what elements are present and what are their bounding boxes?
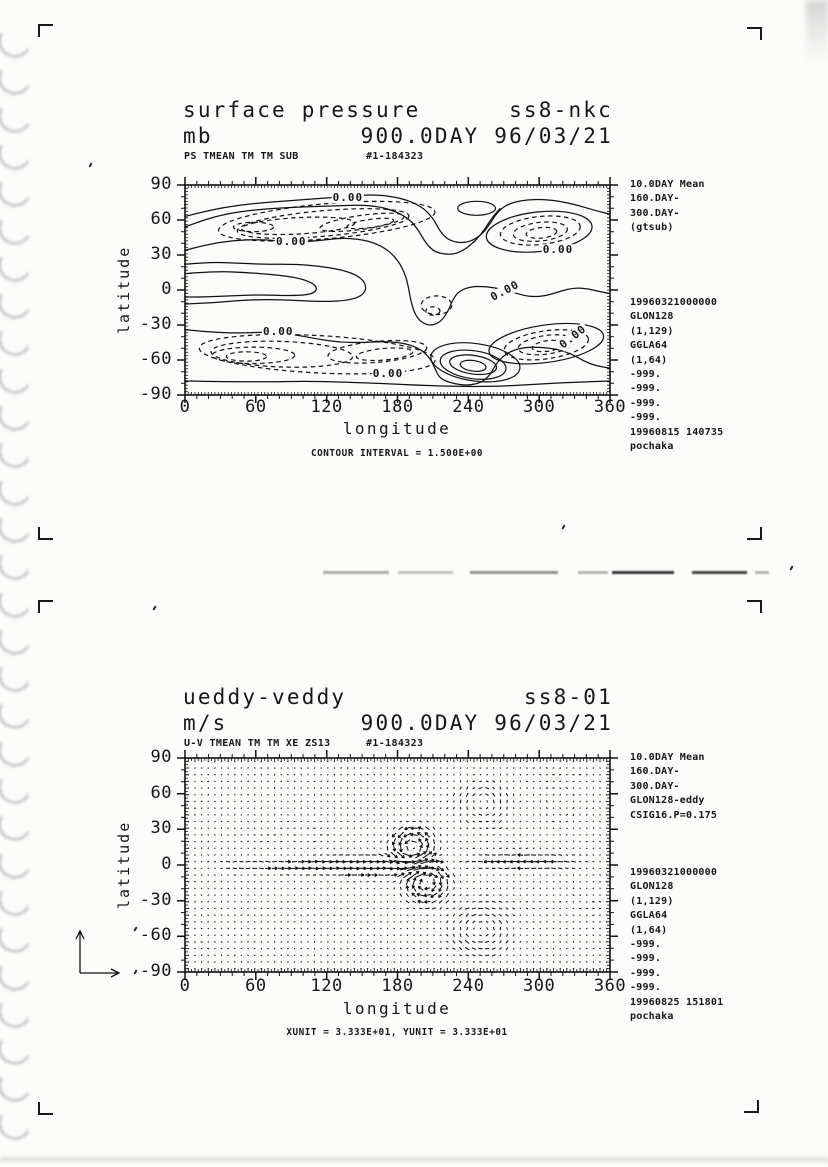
x-tick-label: 180 (381, 397, 414, 417)
annotation-line: 300.DAY- (630, 207, 680, 219)
annotation-line: -999. (630, 967, 662, 979)
solid-contour (458, 201, 496, 215)
y-tick-label: 60 (150, 209, 172, 229)
solid-contour (484, 206, 594, 256)
annotation-line: -999. (630, 369, 662, 381)
annotation-line: GLON128 (630, 881, 674, 893)
annotation-line: (1,129) (630, 325, 674, 337)
scan-bottom-shadow (0, 1157, 828, 1162)
solid-contour (185, 381, 610, 386)
dashed-contour (426, 307, 440, 315)
plot2-xaxis-label: longitude (342, 999, 452, 1018)
plot1-field-code: PS TMEAN TM TM SUB (184, 151, 299, 162)
annotation-line: GGLA64 (630, 340, 668, 352)
x-tick-label: 120 (310, 397, 343, 417)
annotation-line: -999. (630, 939, 662, 951)
unit-vector-legend-arrows (76, 931, 119, 977)
corner-crop-mark (747, 600, 762, 613)
contour-zero-label: 0.00 (276, 235, 307, 249)
plot2-frame (185, 758, 610, 972)
contour-zero-label: 0.00 (557, 321, 590, 351)
y-tick-label: 60 (150, 782, 172, 803)
plot1-yaxis-label: latitude (115, 245, 134, 334)
y-tick-label: -60 (139, 349, 172, 369)
plot2-record-id: #1-184323 (366, 738, 424, 749)
plot1-run-id: ss8-nkc (509, 98, 613, 122)
corner-crop-mark (744, 1100, 759, 1113)
solid-contour (185, 272, 316, 297)
annotation-line: -999. (630, 953, 662, 965)
corner-crop-mark (38, 24, 53, 37)
plot2-annotations-bottom (630, 866, 723, 1024)
dashed-contour (526, 226, 558, 240)
x-tick-label: 240 (452, 976, 485, 996)
plot1-annotations-bottom (630, 296, 723, 454)
vector-field-layer (187, 761, 607, 970)
dashed-contour (346, 216, 394, 231)
plot2-annotations-top (630, 751, 717, 823)
annotation-line: CSIG16.P=0.175 (630, 809, 718, 821)
plot2-field-code: U-V TMEAN TM TM XE ZS13 (184, 738, 331, 749)
corner-crop-mark (38, 1102, 53, 1115)
annotation-line: 19960321000000 (630, 297, 718, 308)
x-tick-label: 300 (523, 397, 556, 417)
scan-smudge-line (692, 571, 747, 574)
plot2-title: ueddy-veddy (183, 685, 347, 709)
vector-arrowheads (268, 827, 553, 903)
corner-crop-mark (747, 527, 762, 540)
dashed-contour (512, 220, 568, 244)
annotation-line: 10.0DAY Mean (630, 179, 705, 190)
x-tick-label: 180 (381, 976, 414, 996)
x-tick-label: 120 (310, 976, 343, 996)
annotation-line: -999. (630, 383, 662, 395)
solid-contour (459, 359, 486, 373)
y-tick-label: -30 (139, 314, 172, 334)
contour-zero-label: 0.00 (488, 278, 522, 304)
annotation-line: 300.DAY- (630, 780, 680, 792)
contour-zero-label: 0.00 (372, 367, 404, 381)
plot2-yaxis-label: latitude (115, 820, 134, 909)
scan-smudge-line (755, 571, 769, 574)
annotation-line: -999. (630, 397, 662, 409)
x-tick-label: 60 (245, 976, 267, 996)
x-tick-label: 360 (593, 976, 627, 996)
x-tick-label: 300 (523, 976, 556, 996)
annotation-line: 19960321000000 (630, 867, 718, 878)
annotation-line: pochaka (630, 1011, 674, 1023)
scan-smudge-line (470, 571, 558, 574)
scan-edge-shadow (806, 0, 828, 64)
plot2-run-id: ss8-01 (523, 685, 613, 709)
dashed-contour (241, 215, 355, 237)
plot1-xaxis-label: longitude (342, 419, 452, 438)
scan-smudge-line (612, 571, 674, 574)
y-tick-label: -90 (139, 384, 172, 404)
contour-zero-label: 0.00 (332, 191, 364, 205)
plot1-units: mb (183, 124, 213, 148)
inner-ticks (185, 758, 610, 972)
plot2-time-label: 900.0DAY 96/03/21 (360, 711, 613, 735)
major-ticks (177, 750, 618, 980)
contour-zero-label: 0.00 (542, 243, 574, 257)
y-tick-label: 90 (150, 747, 172, 767)
solid-contour (185, 262, 366, 304)
plot1-annotations-top (630, 178, 705, 236)
x-tick-label: 360 (593, 397, 627, 417)
plot2-units: m/s (183, 711, 228, 735)
annotation-line: (gtsub) (630, 222, 674, 234)
annotation-line: pochaka (630, 441, 674, 453)
plot1-title: surface pressure (183, 98, 421, 122)
dashed-contour (211, 339, 353, 370)
annotation-line: 160.DAY- (630, 766, 680, 778)
annotation-line: -999. (630, 982, 662, 994)
y-tick-label: 90 (150, 174, 172, 194)
y-tick-label: 30 (150, 818, 172, 839)
x-tick-label: 240 (452, 397, 485, 417)
annotation-line: -999. (630, 412, 662, 424)
plot1-time-label: 900.0DAY 96/03/21 (360, 124, 613, 148)
solid-contour (448, 352, 497, 377)
x-tick-label: 60 (245, 397, 267, 417)
plot1-record-id: #1-184323 (366, 151, 424, 162)
corner-crop-mark (747, 27, 762, 40)
corner-crop-mark (38, 527, 53, 540)
plot1-contour-interval-note: CONTOUR INTERVAL = 1.500E+00 (310, 448, 484, 459)
corner-crop-mark (38, 600, 53, 613)
annotation-line: GGLA64 (630, 910, 668, 922)
dashed-contour (356, 346, 413, 362)
y-tick-label: -30 (139, 889, 172, 910)
dashed-contour (233, 222, 273, 231)
annotation-line: (1,129) (630, 895, 674, 907)
annotation-line: 10.0DAY Mean (630, 752, 705, 763)
plot2-unit-note: XUNIT = 3.333E+01, YUNIT = 3.333E+01 (286, 1027, 508, 1038)
annotation-line: GLON128-eddy (630, 795, 705, 807)
y-tick-label: -60 (139, 925, 172, 946)
vector-arrows (187, 761, 607, 970)
annotation-line: 19960825 151801 (630, 996, 724, 1008)
y-tick-label: -90 (139, 961, 172, 981)
scan-smudge-line (323, 571, 389, 574)
y-tick-label: 0 (161, 279, 172, 299)
x-tick-label: 0 (179, 976, 191, 996)
annotation-line: (1,64) (630, 924, 668, 936)
dashed-contour (212, 347, 295, 363)
x-tick-label: 0 (179, 397, 191, 417)
solid-contour (185, 205, 500, 254)
annotation-line: 19960815 140735 (630, 426, 724, 438)
annotation-line: 160.DAY- (630, 193, 680, 205)
y-tick-label: 0 (161, 854, 172, 874)
contour-zero-label: 0.00 (263, 325, 294, 339)
scan-smudge-line (578, 571, 608, 574)
contour-layer (185, 191, 610, 387)
solid-contour (438, 346, 507, 383)
dashed-contour (226, 352, 266, 361)
annotation-line: (1,64) (630, 354, 668, 366)
minor-ticks (181, 754, 614, 976)
scan-smudge-line (398, 571, 453, 574)
y-tick-label: 30 (150, 244, 172, 264)
annotation-line: GLON128 (630, 311, 674, 323)
